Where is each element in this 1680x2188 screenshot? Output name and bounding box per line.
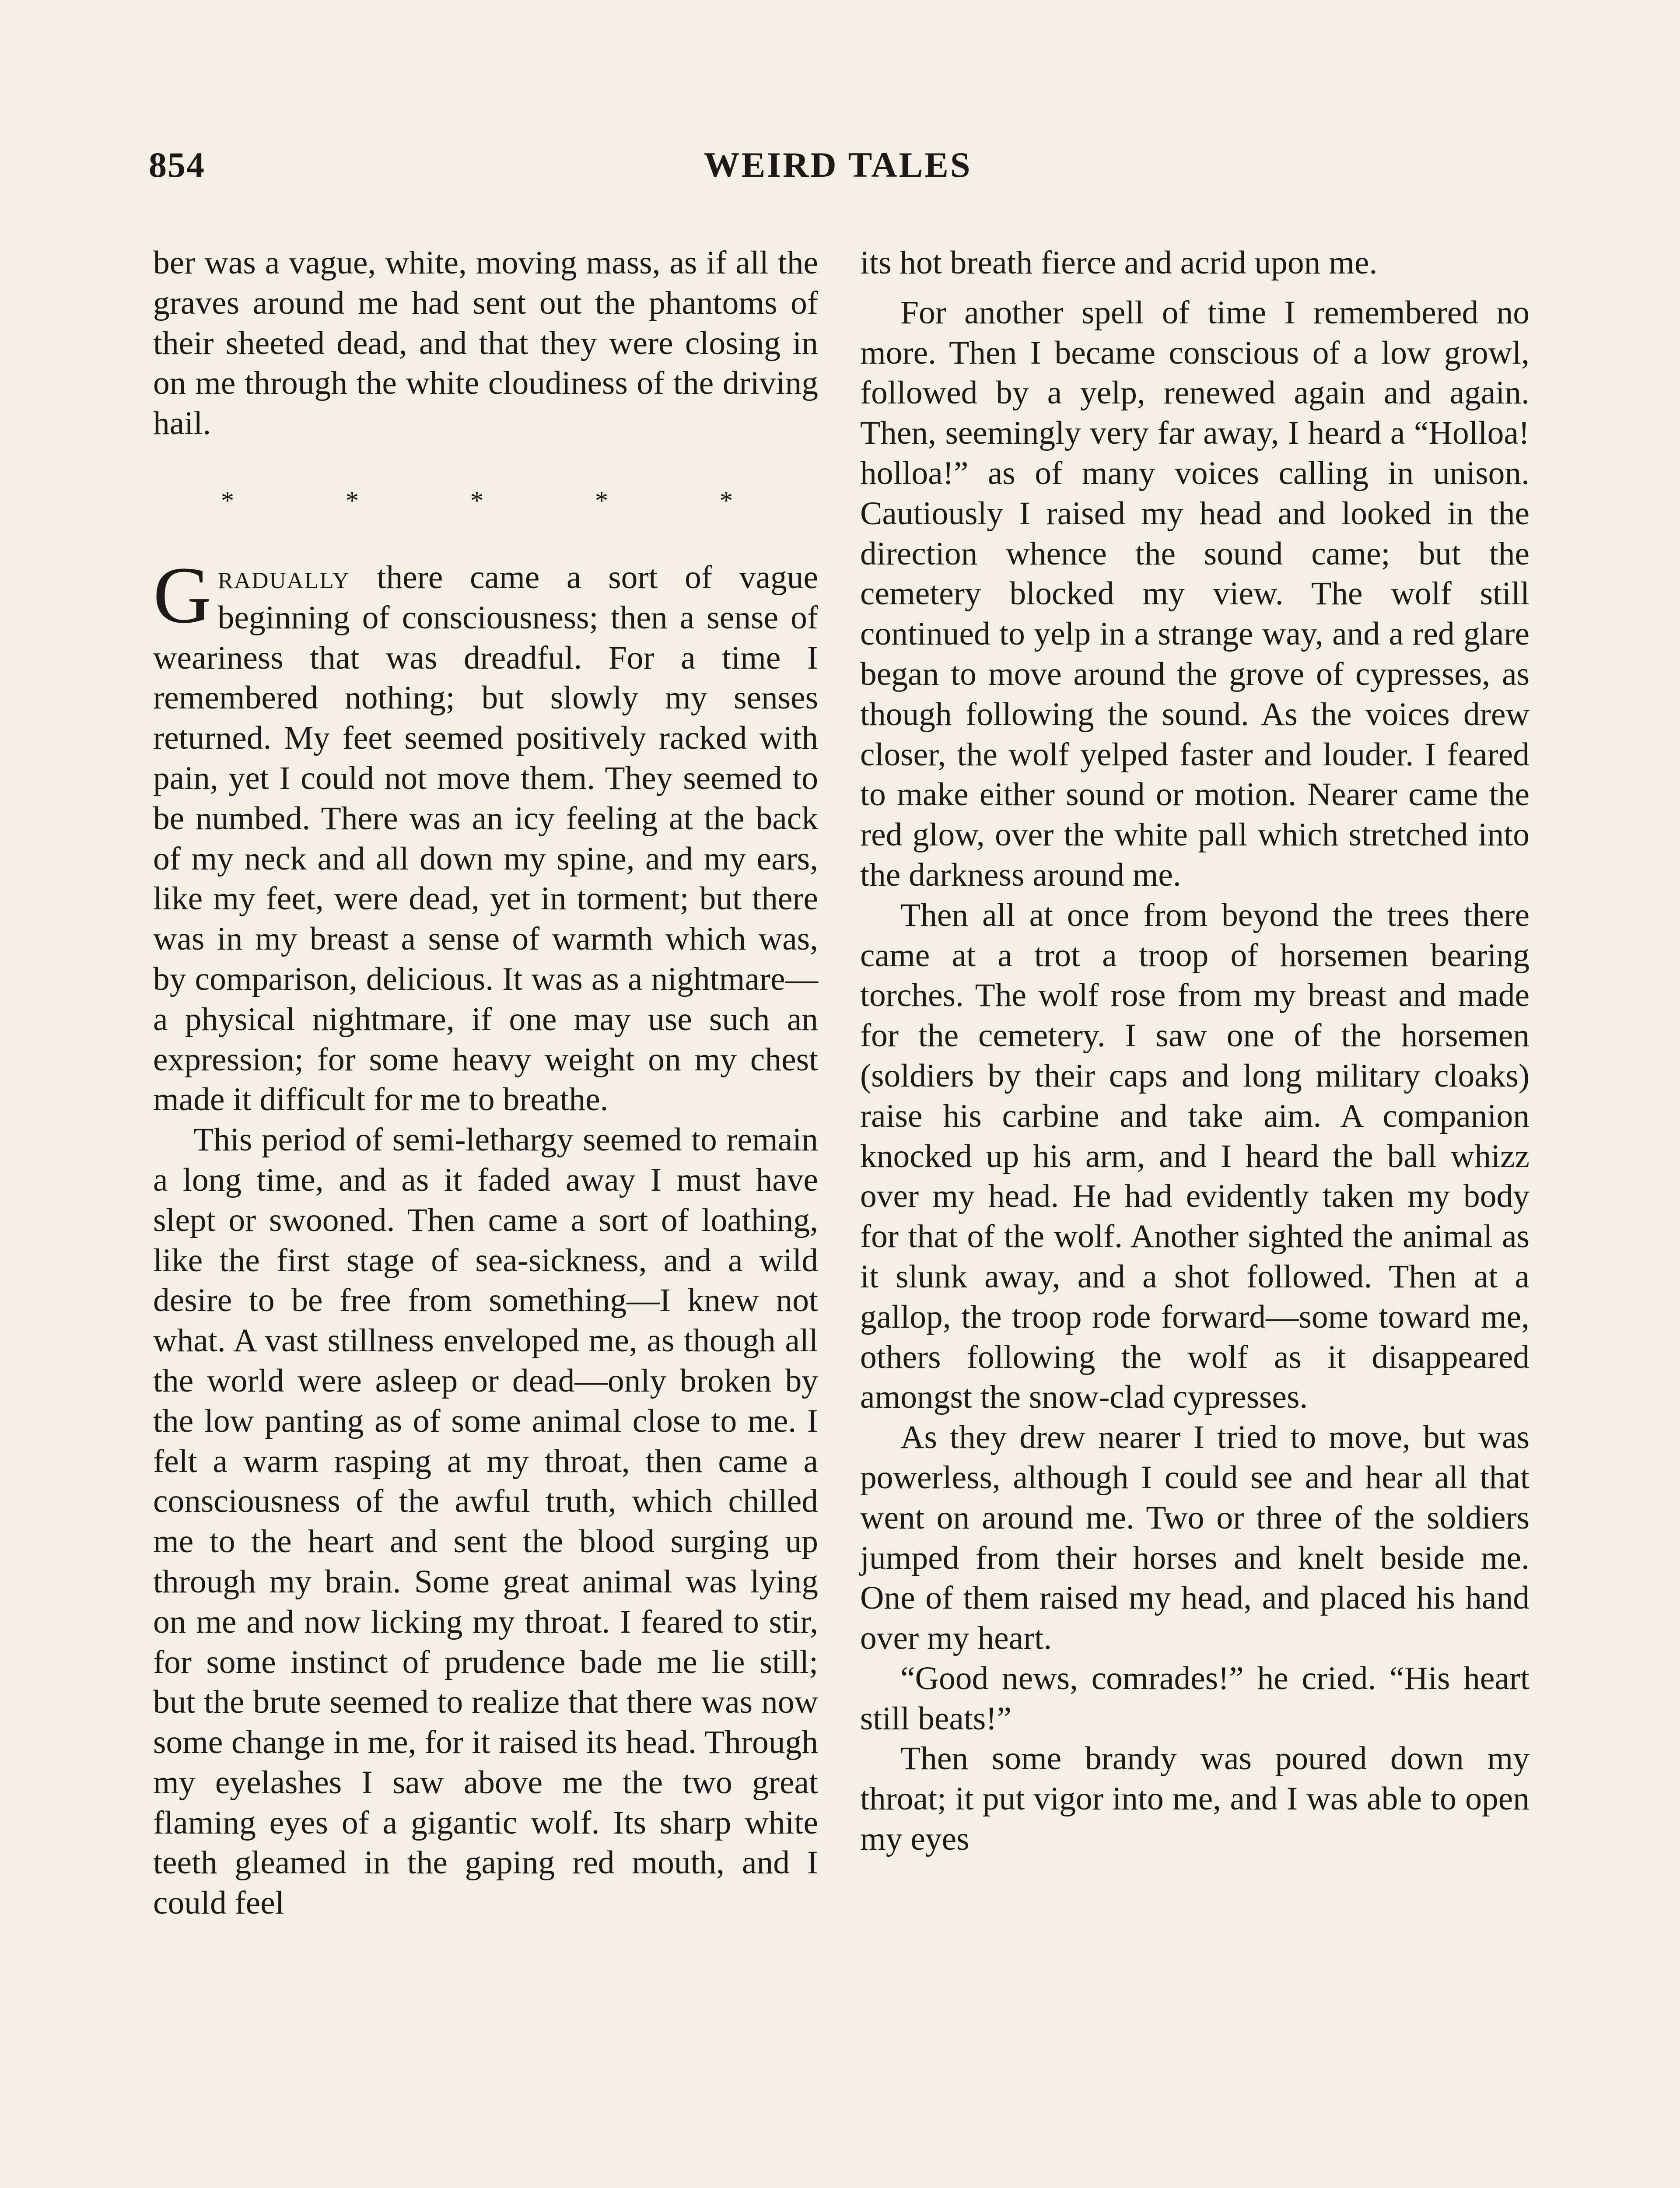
left-column [153,243,818,1923]
page-header [149,144,1527,193]
paragraph: For another spell of time I remembered no more. Then I became conscious of a low growl, followed by a yelp, renewed again and again. Then, seemingly very far away, I heard a “Holloa! holloa!” as of many voices calling in unison. Cautiously I raised my head and looked in the direction whence the sound came; but the cemetery blocked my view. The wolf still continued to yelp in a strange way, and a red glare began to move around the grove of cypresses, as though following the sound. As the voices drew closer, the wolf yelped faster and louder. I feared to make either sound or motion. Nearer came the red glow, over the white pall which stretched into the darkness around me. [860,294,1530,893]
paragraph [153,550,818,1120]
paragraph: Then all at once from beyond the trees there came at a trot a troop of horsemen bearing torches. The wolf rose from my breast and made for the cemetery. I saw one of the horsemen (soldiers by their caps and long military cloaks) raise his carbine and take aim. A companion knocked up his arm, and I heard the ball whizz over my head. He had evidently taken my body for that of the wolf. Another sighted the animal as it slunk away, and a shot followed. Then at a gallop, the troop rode forward—some toward me, others following the wolf as it disappeared amongst the snow-clad cypresses. [860,897,1530,1416]
paragraph: “Good news, comrades!” he cried. “His heart still beats!” [860,1660,1530,1737]
drop-cap: G [153,550,212,640]
paragraph: Then some brandy was poured down my throat; it put vigor into me, and I was able to open my eyes [860,1740,1530,1858]
paragraph: its hot breath fierce and acrid upon me. [860,245,1378,281]
paragraph: This period of semi-lethargy seemed to remain a long time, and as it faded away I must have slept or swooned. Then came a sort of loathing, like the first stage of sea-sickness, and a wild desire to be free from something—I knew not what. A vast stillness enveloped me, as though all the world were asleep or dead—only broken by the low panting as of some animal close to me. I felt a warm rasping at my throat, then came a consciousness of the awful truth, which chilled me to the heart and sent the blood surging up through my brain. Some great animal was lying on me and now licking my throat. I feared to stir, for some instinct of prudence bade me lie still; but the brute seemed to realize that there was now some change in me, for it raised its head. Through my eyelashes I saw above me the two great flaming eyes of a gigantic wolf. Its sharp white teeth gleamed in the gaping red mouth, and I could feel [153,1122,818,1922]
paragraph: As they drew nearer I tried to move, but was powerless, although I could see and hear all that went on around me. Two or three of the soldiers jumped from their horses and knelt beside me. One of them raised my head, and placed his hand over my heart. [860,1419,1530,1657]
section-break: * * * * * [221,486,785,515]
running-head: WEIRD TALES [704,145,972,185]
right-column [860,243,1530,1859]
lead-small-caps: radually [217,559,350,596]
paragraph-text: there came a sort of vague beginning of consciousness; then a sense of weariness that was dreadful. For a time I remembered nothing; but slowly my senses returned. My feet seemed positively racked with pain, yet I could not move them. They seemed to be numbed. There was an icy feeling at the back of my neck and all down my spine, and my ears, like my feet, were dead, yet in torment; but there was in my breast a sense of warmth which was, by comparison, delicious. It was as a nightmare—a physical nightmare, if one may use such an expression; for some heavy weight on my chest made it difficult for me to breathe. [153,559,818,1118]
paragraph: ber was a vague, white, moving mass, as if all the graves around me had sent out the phantoms of their sheeted dead, and that they were closing in on me through the white cloudiness of the driving hail. [153,245,818,442]
page-number: 854 [149,145,205,185]
